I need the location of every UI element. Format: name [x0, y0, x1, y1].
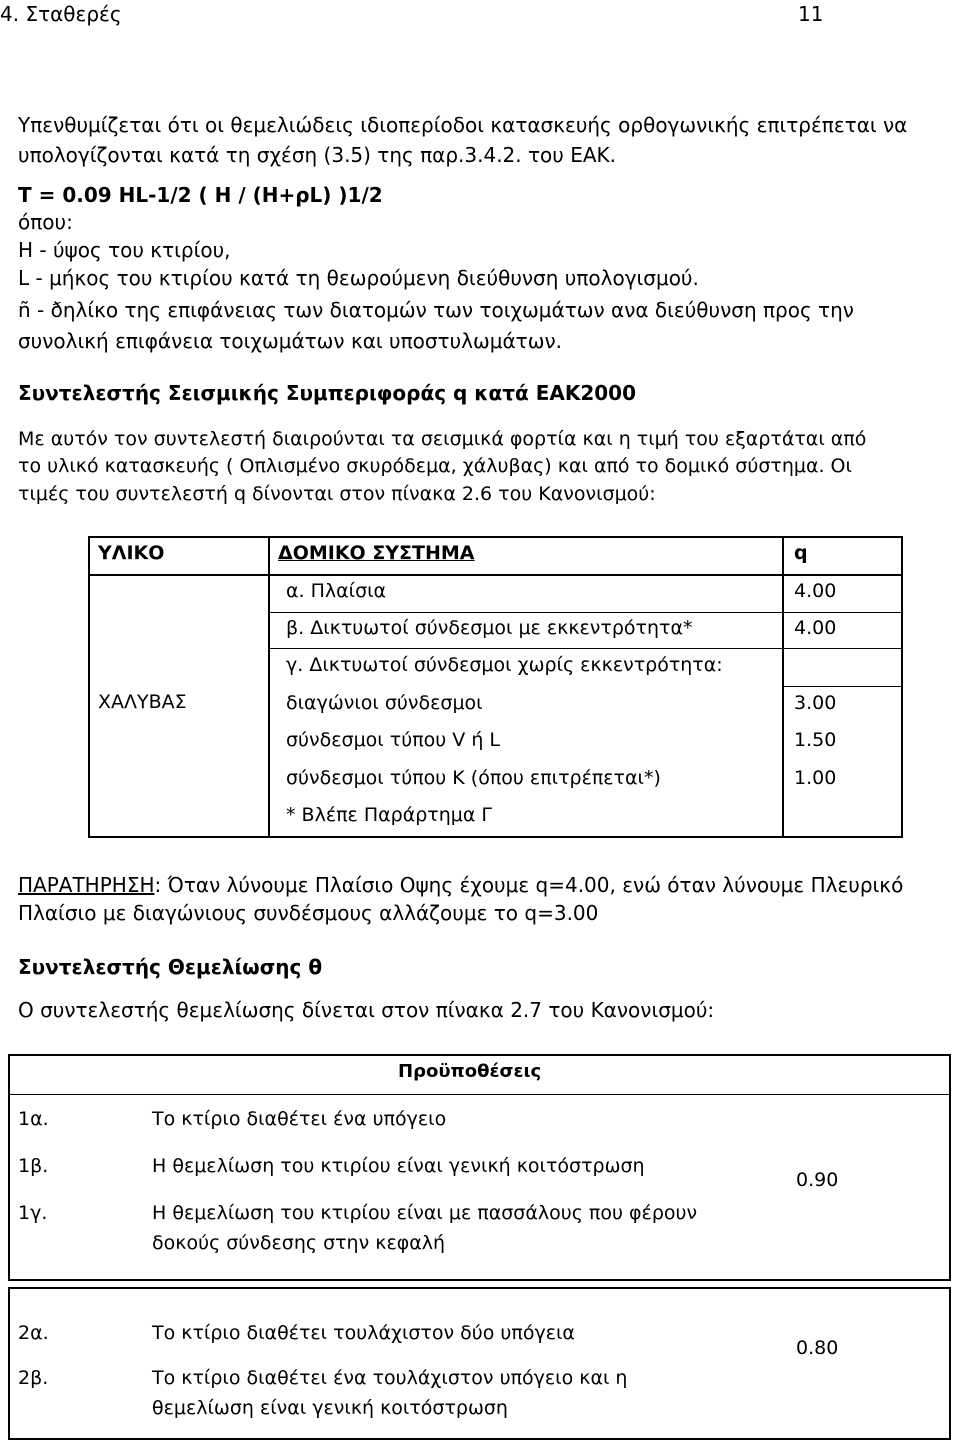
rho-definition-1: ñ - ðηλίκο της επιφάνειας των διατομών των τοιχωμάτων ανα διεύθυνση προς την [18, 298, 854, 322]
system-row: β. Δικτυωτοί σύνδεσμοι με εκκεντρότητα* [286, 617, 693, 639]
system-row: α. Πλαίσια [286, 580, 387, 602]
intro-line-2: υπολογίζονται κατά τη σχέση (3.5) της παρ.3.4.2. του ΕΑΚ. [18, 143, 616, 167]
theta-value: 0.90 [796, 1169, 839, 1191]
q-value: 4.00 [794, 617, 837, 639]
note-line-2: Πλαίσιο με διαγώνιους συνδέσμους αλλάζουμε το q=3.00 [18, 901, 599, 925]
condition-text: Το κτίριο διαθέτει ένα τουλάχιστον υπόγειο και η [152, 1367, 628, 1389]
rho-definition-2: συνολική επιφάνεια τοιχωμάτων και υποστυλωμάτων. [18, 329, 562, 353]
condition-text: Η θεμελίωση του κτιρίου είναι γενική κοιτόστρωση [152, 1155, 645, 1177]
page-number: 11 [798, 2, 824, 26]
condition-id: 1β. [18, 1155, 49, 1177]
note-label: ΠΑΡΑΤΗΡΗΣΗ [18, 873, 155, 897]
section-q-paragraph-1: Με αυτόν τον συντελεστή διαιρούνται τα σεισμικά φορτία και η τιμή του εξαρτάται από [18, 428, 867, 450]
condition-text: Το κτίριο διαθέτει ένα υπόγειο [152, 1108, 447, 1130]
section-theta-paragraph: Ο συντελεστής θεμελίωσης δίνεται στον πίνακα 2.7 του Κανονισμού: [18, 998, 715, 1022]
note-line-1 [18, 873, 903, 897]
note-text: : Όταν λύνουμε Πλαίσιο Οψης έχουμε q=4.00, ενώ όταν λύνουμε Πλευρικό [154, 873, 904, 897]
formula-where: όπου: [18, 210, 73, 234]
section-q-paragraph-3: τιμές του συντελεστή q δίνονται στον πίνακα 2.6 του Κανονισμού: [18, 483, 656, 505]
system-row: σύνδεσμοι τύπου V ή L [286, 729, 501, 751]
material-steel: ΧΑΛΥΒΑΣ [98, 691, 187, 713]
section-theta-title: Συντελεστής Θεμελίωσης θ [18, 955, 323, 979]
condition-text: Το κτίριο διαθέτει τουλάχιστον δύο υπόγεια [152, 1322, 575, 1344]
system-row: διαγώνιοι σύνδεσμοι [286, 692, 483, 714]
q-value: 3.00 [794, 692, 837, 714]
condition-id: 2β. [18, 1367, 49, 1389]
section-q-title: Συντελεστής Σεισμικής Συμπεριφοράς q κατά ΕΑΚ2000 [18, 381, 637, 405]
system-footnote: * Βλέπε Παράρτημα Γ [286, 804, 493, 826]
condition-text-cont: δοκούς σύνδεσης στην κεφαλή [152, 1232, 446, 1254]
header-material: ΥΛΙΚΟ [98, 542, 165, 564]
header-structural-system: ΔΟΜΙΚΟ ΣΥΣΤΗΜΑ [278, 542, 475, 564]
q-value: 1.50 [794, 729, 837, 751]
system-row: σύνδεσμοι τύπου K (όπου επιτρέπεται*) [286, 767, 661, 789]
system-row: γ. Δικτυωτοί σύνδεσμοι χωρίς εκκεντρότητα: [286, 654, 723, 676]
section-q-paragraph-2: το υλικό κατασκευής ( Οπλισμένο σκυρόδεμα, χάλυβας) και από το δομικό σύστημα. Οι [18, 455, 852, 477]
period-formula: T = 0.09 HL-1/2 ( H / (H+ρL) )1/2 [18, 183, 383, 207]
condition-id: 2α. [18, 1322, 49, 1344]
condition-id: 1α. [18, 1108, 49, 1130]
height-definition: H - ύψος του κτιρίου, [18, 238, 231, 262]
conditions-header: Προϋποθέσεις [398, 1061, 542, 1082]
q-value: 1.00 [794, 767, 837, 789]
intro-line-1: Υπενθυμίζεται ότι οι θεμελιώδεις ιδιοπερίοδοι κατασκευής ορθογωνικής επιτρέπεται να [18, 113, 908, 137]
condition-text: Η θεμελίωση του κτιρίου είναι με πασσάλους που φέρουν [152, 1202, 698, 1224]
length-definition: L - μήκος του κτιρίου κατά τη θεωρούμενη διεύθυνση υπολογισμού. [18, 266, 699, 290]
chapter-title: 4. Σταθερές [0, 2, 122, 26]
theta-value: 0.80 [796, 1337, 839, 1359]
condition-text-cont: θεμελίωση είναι γενική κοιτόστρωση [152, 1397, 508, 1419]
header-q: q [794, 542, 808, 564]
condition-id: 1γ. [18, 1202, 48, 1224]
q-value: 4.00 [794, 580, 837, 602]
